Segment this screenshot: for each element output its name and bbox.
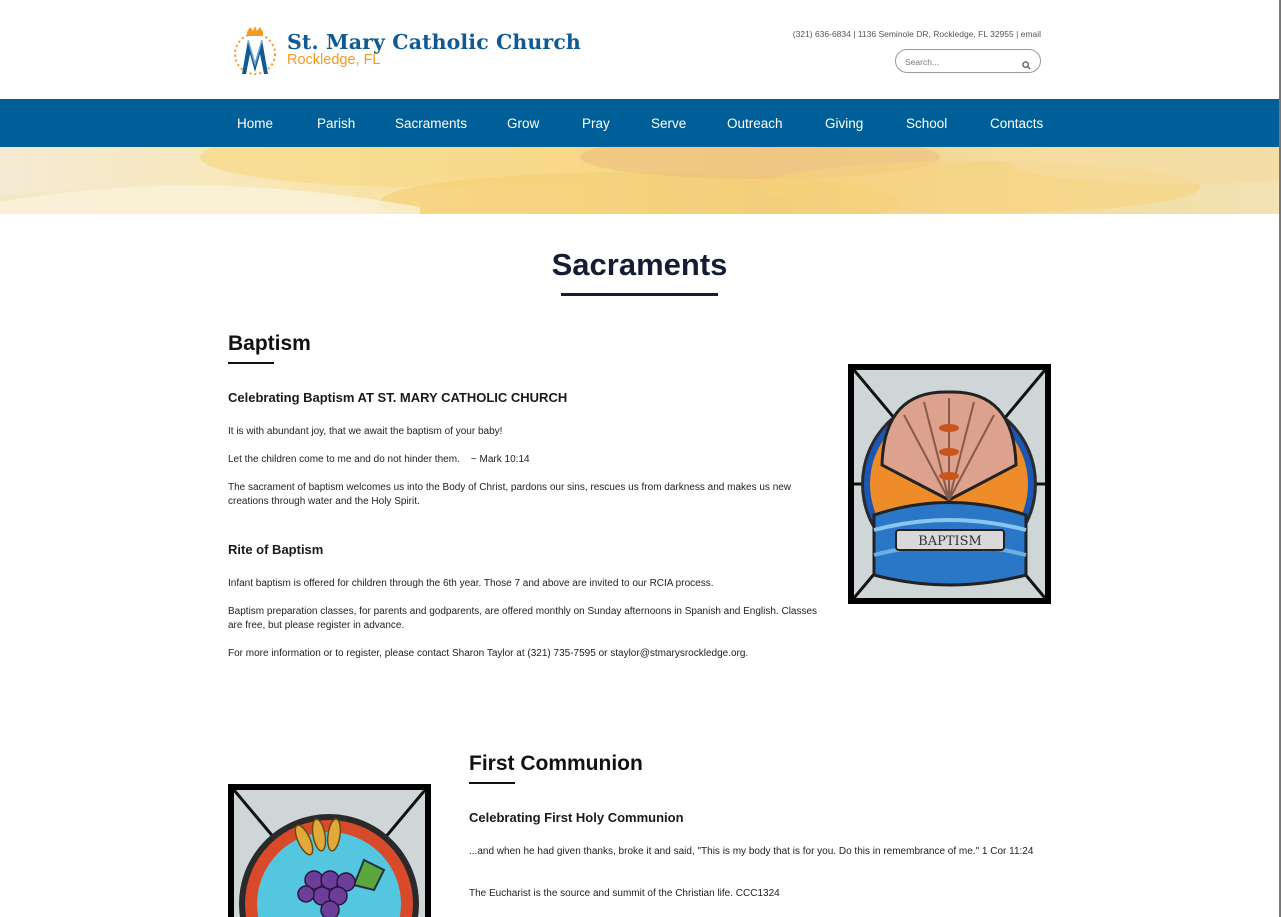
baptism-stained-glass-image — [848, 364, 1051, 604]
baptism-paragraph: The sacrament of baptism welcomes us into the Body of Christ, pardons our sins, rescues us from darkness and makes us new creations through water and the Holy Spirit. — [228, 482, 792, 507]
site-title[interactable]: St. Mary Catholic Church — [287, 30, 581, 54]
page-title: Sacraments — [551, 247, 728, 282]
search-input[interactable] — [905, 54, 1015, 69]
communion-stained-glass-image — [228, 784, 431, 917]
baptism-paragraph: It is with abundant joy, that we await the baptism of your baby! — [228, 426, 503, 437]
contact-separator: | — [850, 29, 858, 39]
search-box — [895, 49, 1041, 73]
rite-of-baptism-subheading: Rite of Baptism — [228, 542, 324, 557]
baptism-underline — [228, 362, 274, 364]
contact-info — [793, 29, 1041, 39]
first-communion-heading: First Communion — [469, 752, 643, 775]
nav-item-pray[interactable]: Pray — [582, 116, 610, 131]
nav-item-serve[interactable]: Serve — [651, 116, 687, 131]
contact-address: 1136 Seminole DR, Rockledge, FL 32955 — [857, 29, 1014, 39]
title-underline — [561, 293, 718, 296]
nav-item-sacraments[interactable]: Sacraments — [395, 116, 468, 131]
nav-item-contacts[interactable]: Contacts — [990, 116, 1044, 131]
nav-item-giving[interactable]: Giving — [825, 116, 864, 131]
nav-item-school[interactable]: School — [906, 116, 948, 131]
communion-paragraph: The Eucharist is the source and summit of the Christian life. CCC1324 — [469, 888, 780, 899]
baptism-paragraph: Let the children come to me and do not hinder them. ~ Mark 10:14 — [228, 454, 530, 465]
nav-item-grow[interactable]: Grow — [507, 116, 540, 131]
hero-banner-image — [0, 147, 1279, 214]
contact-phone[interactable]: (321) 636-6834 — [792, 29, 851, 39]
baptism-paragraph: Infant baptism is offered for children through the 6th year. Those 7 and above are invited to our RCIA process. — [228, 578, 714, 589]
communion-subheading: Celebrating First Holy Communion — [469, 810, 684, 825]
nav-item-parish[interactable]: Parish — [317, 116, 356, 131]
contact-separator: | — [1013, 29, 1021, 39]
email-link[interactable]: email — [1020, 29, 1041, 39]
search-icon[interactable] — [1022, 57, 1031, 66]
baptism-heading: Baptism — [228, 332, 311, 355]
baptism-subheading: Celebrating Baptism AT ST. MARY CATHOLIC CHURCH — [228, 390, 568, 405]
church-logo[interactable] — [229, 24, 281, 80]
main-nav — [0, 99, 1281, 147]
baptism-paragraph: Baptism preparation classes, for parents and godparents, are offered monthly on Sunday afternoons in Spanish and English. Classes are free, but please register in advance. — [228, 606, 818, 631]
site-header — [0, 0, 1281, 99]
baptism-paragraph: For more information or to register, please contact Sharon Taylor at (321) 735-7595 or staylor@stmarysrockledge.org. — [228, 648, 749, 659]
nav-item-outreach[interactable]: Outreach — [727, 116, 783, 131]
site-location[interactable]: Rockledge, FL — [287, 52, 381, 68]
nav-item-home[interactable]: Home — [237, 116, 274, 131]
communion-paragraph: ...and when he had given thanks, broke it and said, "This is my body that is for you. Do this in remembrance of me." 1 Cor 11:24 — [469, 846, 1034, 857]
baptism-image-banner-text: BAPTISM — [918, 534, 982, 549]
first-communion-underline — [469, 782, 515, 784]
